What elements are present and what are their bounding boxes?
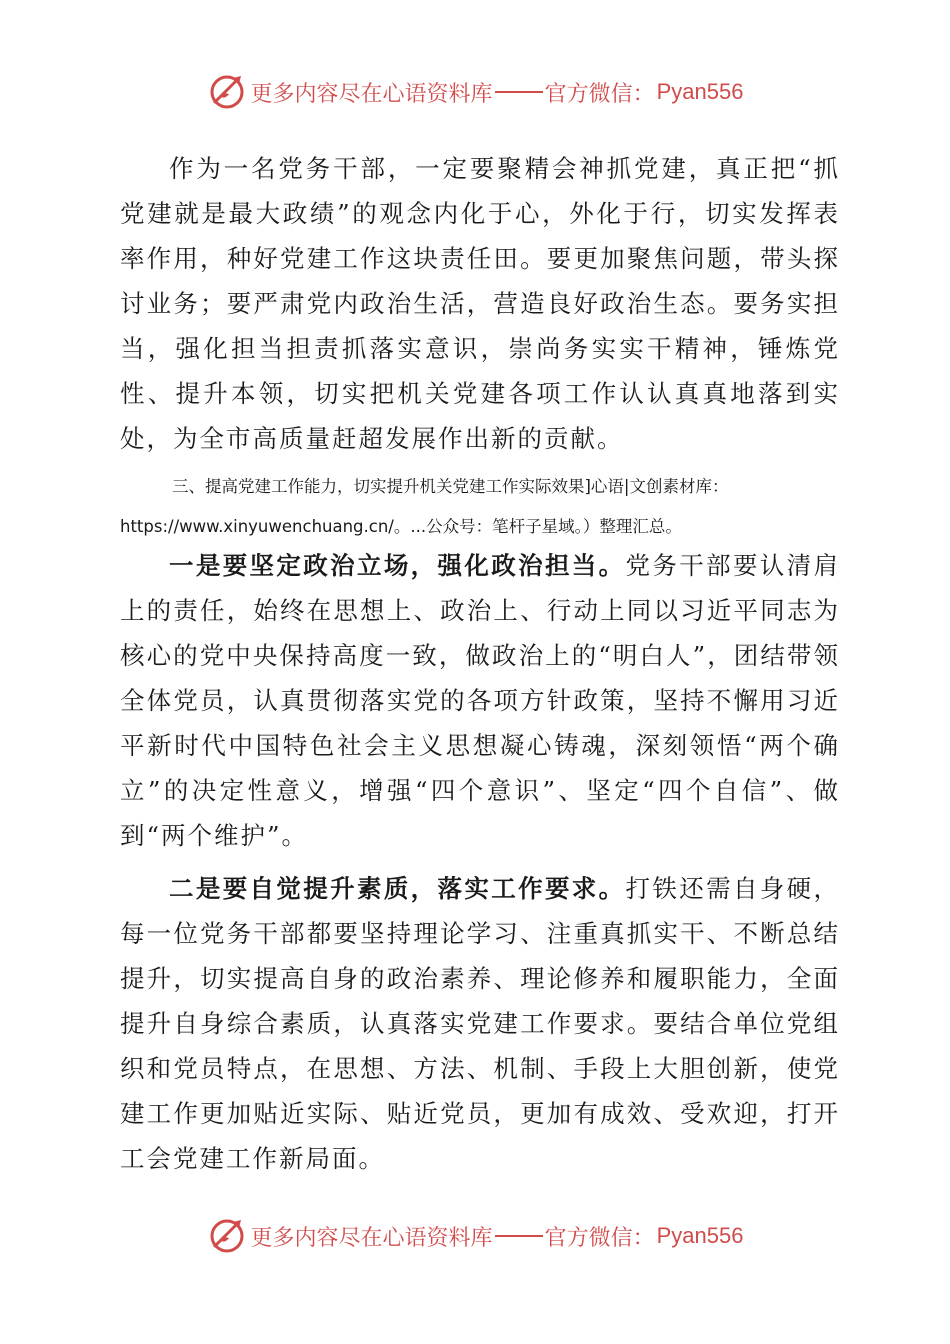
point-2-text: 打铁还需自身硬，每一位党务干部都要坚持理论学习、注重真抓实干、不断总结提升，切实提高自身的政治素养、理论修养和履职能力，全面提升自身综合素质，认真落实党建工作要求。要结合单位党组织和党员特点，在思想、方法、机制、手段上大胆创新，使党建工作更加贴近实际、贴近党员，更加有成效、受欢迎，打开工会党建工作新局面。 xyxy=(120,874,841,1173)
footer-banner xyxy=(0,1214,950,1258)
banner-wechat-id: Pyan556 xyxy=(656,79,744,104)
banner-dash xyxy=(495,91,543,93)
paragraph-1: 作为一名党务干部，一定要聚精会神抓党建，真正把“抓党建就是最大政绩”的观念内化于心，外化于行，切实发挥表率作用，种好党建工作这块责任田。要更加聚焦问题，带头探讨业务；要严肃党内政治生活，营造良好政治生态。要务实担当，强化担当担责抓落实意识，崇尚务实实干精神，锤炼党性、提升本领，切实把机关党建各项工作认认真真地落到实处，为全市高质量赶超发展作出新的贡献。 xyxy=(120,154,840,453)
section-heading: 三、提高党建工作能力，切实提升机关党建工作实际效果]心语|文创素材库： xyxy=(172,477,729,496)
point-1-title: 一是要坚定政治立场，强化政治担当。 xyxy=(169,551,626,580)
source-line: https://www.xinyuwenchuang.cn/。...公众号：笔杆子星域。）整理汇总。 xyxy=(120,517,682,536)
point-1-text: 党务干部要认清肩上的责任，始终在思想上、政治上、行动上同以习近平同志为核心的党中央保持高度一致，做政治上的“明白人”，团结带领全体党员，认真贯彻落实党的各项方针政策，坚持不懈用习近平新时代中国特色社会主义思想凝心铸魂，深刻领悟“两个确立”的决定性意义，增强“四个意识”、坚定“四个自信”、做到“两个维护”。 xyxy=(120,551,841,850)
banner-wechat-label: 官方微信： xyxy=(544,1225,655,1251)
brand-logo-icon xyxy=(207,1216,247,1256)
banner-text: 更多内容尽在心语资料库 xyxy=(250,81,493,107)
header-banner xyxy=(0,70,950,114)
banner-wechat-id: Pyan556 xyxy=(656,1223,744,1248)
banner-wechat-label: 官方微信： xyxy=(544,81,655,107)
paragraph-point-2 xyxy=(120,866,840,1181)
banner-text: 更多内容尽在心语资料库 xyxy=(250,1225,493,1251)
point-2-title: 二是要自觉提升素质，落实工作要求。 xyxy=(169,874,626,903)
document-body xyxy=(120,146,840,1181)
banner-dash xyxy=(495,1235,543,1237)
paragraph-point-1 xyxy=(120,543,840,858)
brand-logo-icon xyxy=(207,72,247,112)
